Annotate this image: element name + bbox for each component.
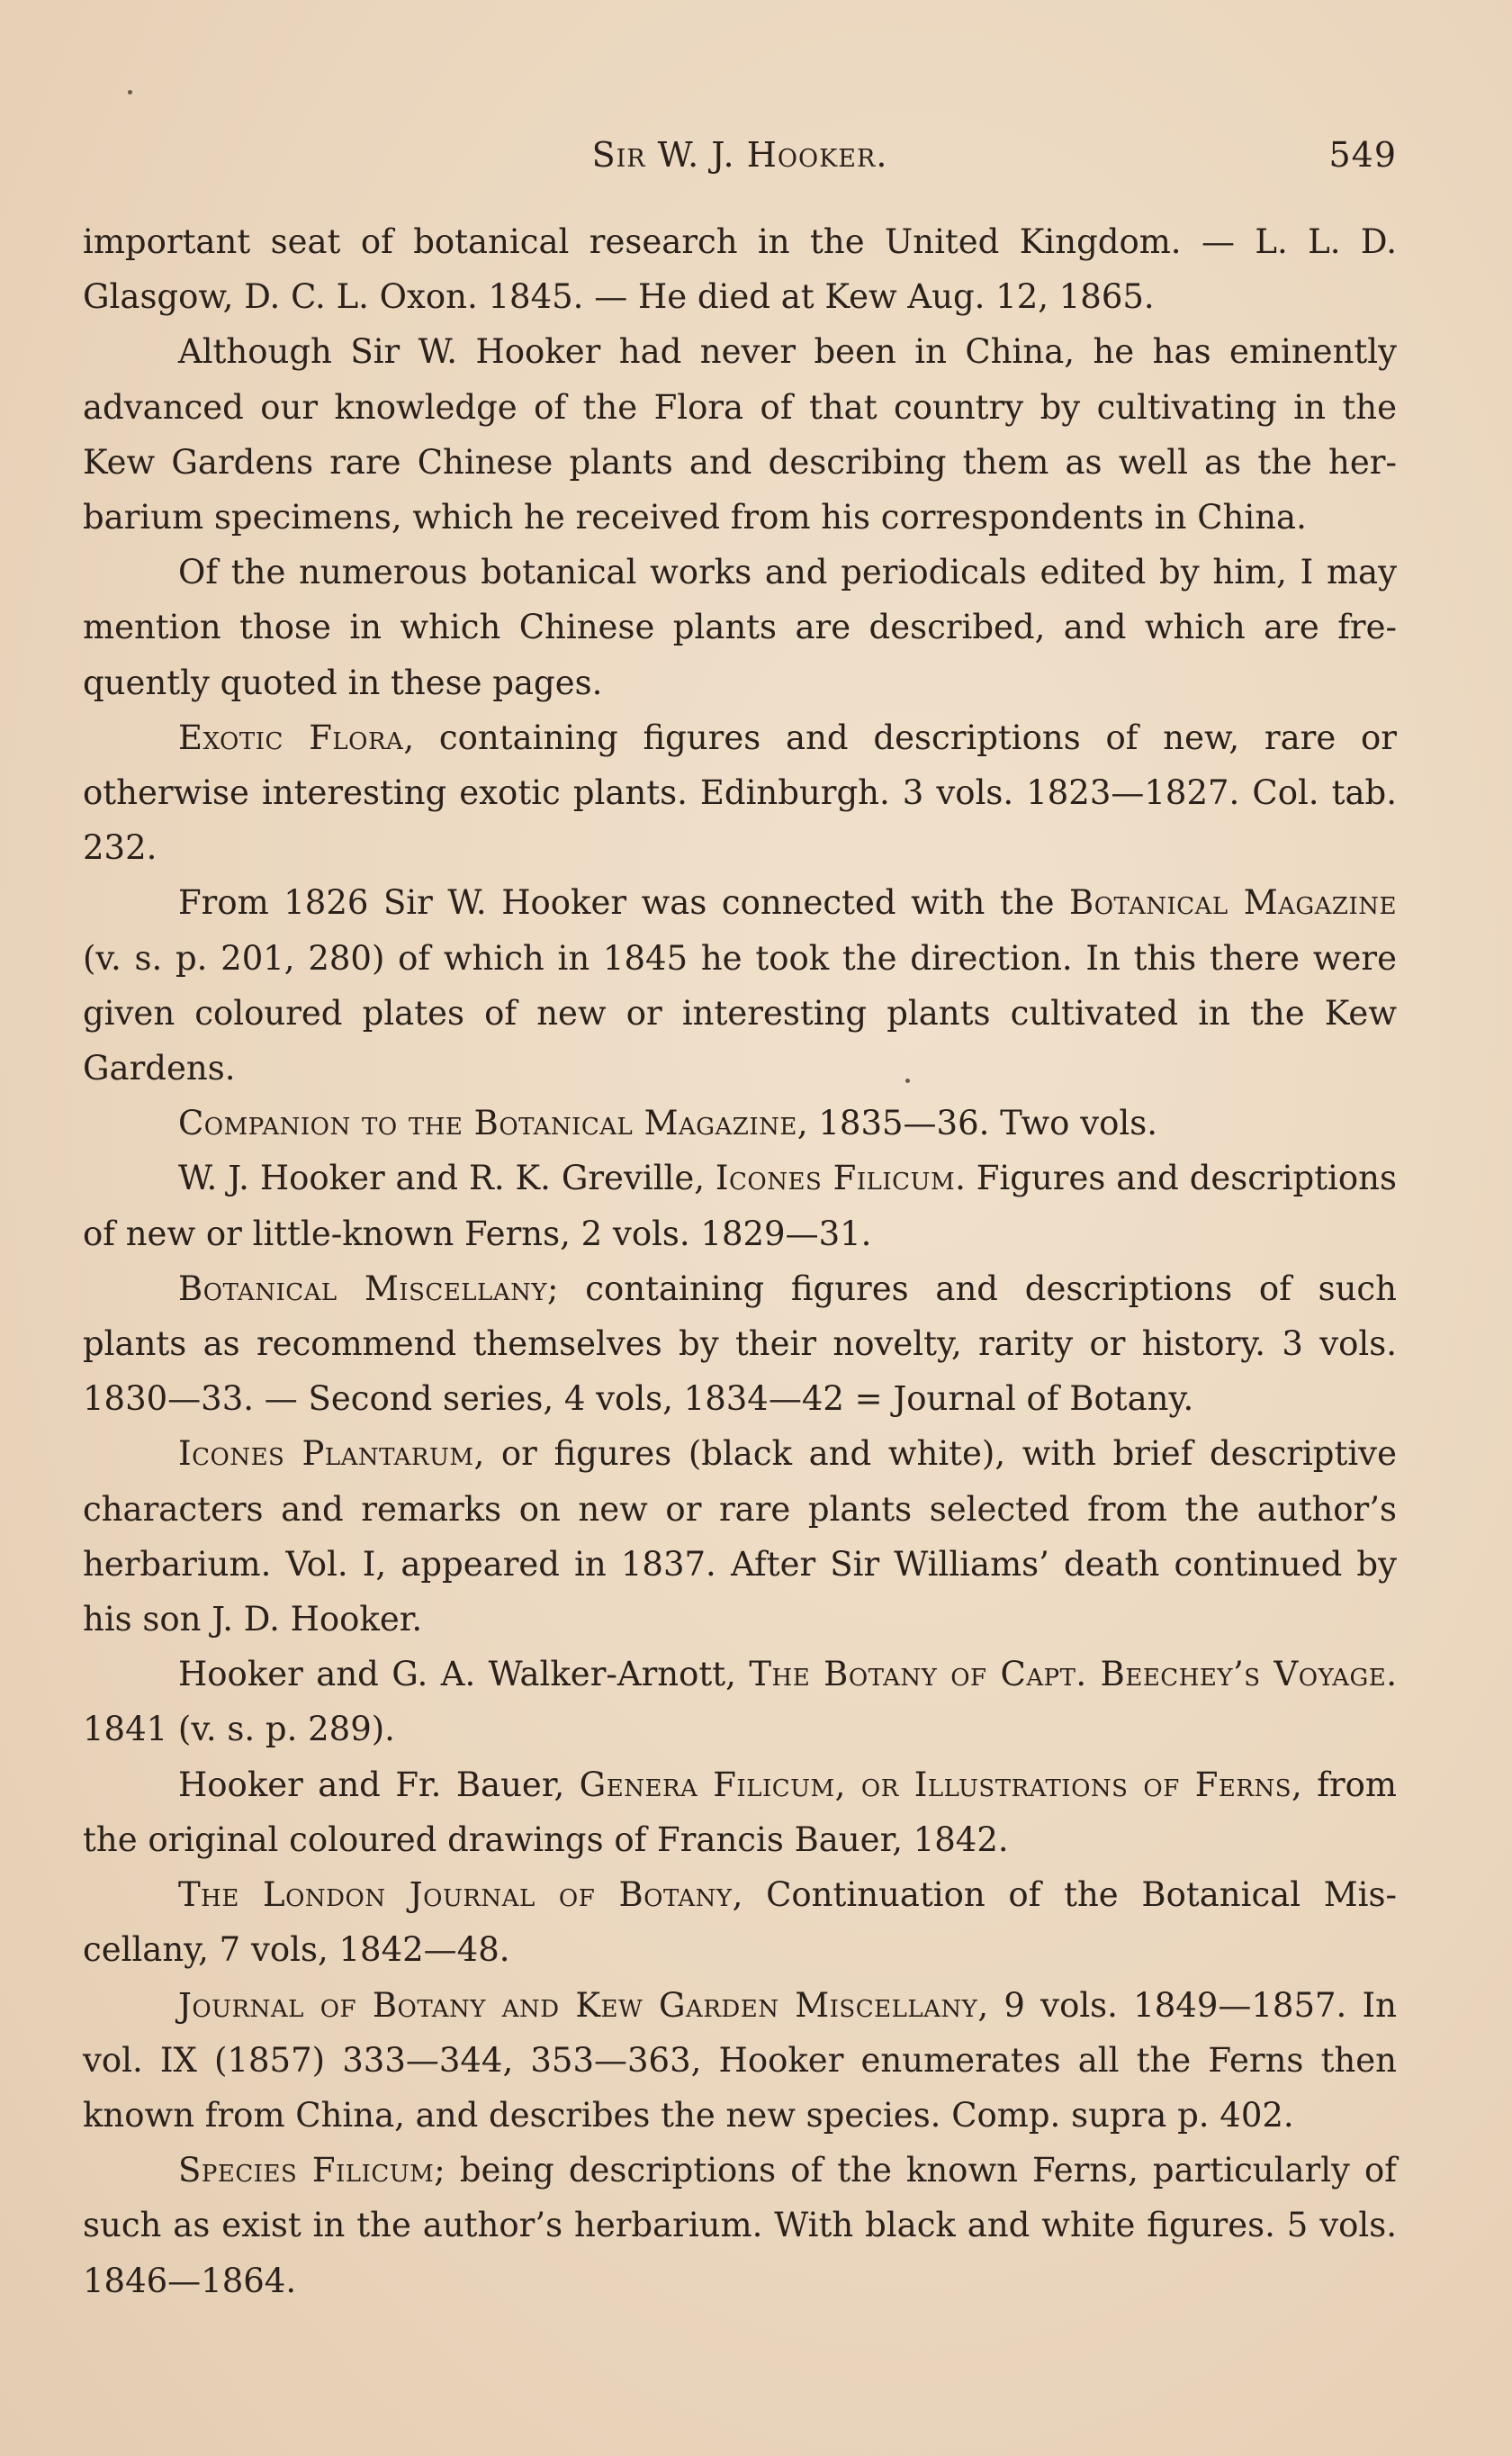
paragraph xyxy=(83,1261,1397,1427)
text-segment: important seat of botanical research in the United Kingdom. — L. L. D. Glasgow, D. C. L. Oxon. 1845. — He died at Kew Aug. 12, 1865. xyxy=(83,222,1397,317)
work-title: Journal of Botany and Kew Garden Miscellany xyxy=(178,1985,978,2025)
text-segment: Of the numerous botanical works and periodicals edited by him, I may mention those in which Chinese plants are described, and which are frequently quoted in these pages. xyxy=(83,553,1397,702)
paragraph xyxy=(83,875,1397,1096)
text-segment: , 9 vols. 1849—1857. In vol. IX (1857) 333—344, 353—363, Hooker enumerates all the Ferns then known from China, and describes the new species. Comp. supra p. 402. xyxy=(83,1985,1398,2135)
paragraph xyxy=(83,545,1397,710)
paragraph xyxy=(83,710,1397,876)
paragraph xyxy=(83,1647,1397,1756)
work-title: Species Filicum xyxy=(178,2151,435,2190)
paragraph xyxy=(83,1151,1397,1260)
paragraph xyxy=(83,1867,1397,1977)
text-segment: Hooker and Fr. Bauer, xyxy=(178,1765,580,1804)
running-head xyxy=(83,135,1397,185)
running-title: Sir W. J. Hooker. xyxy=(591,135,888,175)
paper-speck xyxy=(128,90,132,95)
text-segment: , containing figures and descriptions of new, rare or otherwise interesting exotic plants. Edinburgh. 3 vols. 1823—1827. Col. tab. 232. xyxy=(83,718,1397,868)
text-segment: , from the original coloured drawings of Francis Bauer, 1842. xyxy=(83,1765,1397,1859)
paragraph xyxy=(83,1426,1397,1647)
text-segment: , or figures (black and white), with brief descriptive characters and remarks on new or rare plants selected from the author’s herbarium. Vol. I, appeared in 1837. After Sir Williams’ death continued by his son J. D. Hooker. xyxy=(83,1434,1397,1639)
work-title: Companion to the Botanical Magazine xyxy=(178,1104,797,1143)
paragraph xyxy=(83,2143,1397,2308)
work-title: The London Journal of Botany xyxy=(178,1875,733,1915)
text-segment: . Figures and descriptions of new or little-known Ferns, 2 vols. 1829—31. xyxy=(83,1159,1397,1253)
text-segment: W. J. Hooker and R. K. Greville, xyxy=(178,1159,716,1198)
page-number: 549 xyxy=(1328,135,1397,175)
text-segment: ; containing figures and descriptions of such plants as recommend themselves by their novelty, rarity or history. 3 vols. 1830—33. — Second series, 4 vols, 1834—42 = Journal of Botany. xyxy=(83,1269,1397,1419)
work-title: The Botany of Capt. Beechey’s Voyage xyxy=(749,1655,1387,1694)
work-title: Botanical Miscellany xyxy=(178,1269,548,1308)
paragraph xyxy=(83,1757,1397,1867)
text-segment: Although Sir W. Hooker had never been in China, he has eminently advanced our knowledge of the Flora of that country by cultivating in the Kew Gardens rare Chinese plants and describing them as well as the herbarium specimens, which he received from his correspondents in China. xyxy=(83,332,1397,537)
paragraph xyxy=(83,1978,1397,2144)
paragraph xyxy=(83,214,1397,324)
text-segment: , 1835—36. Two vols. xyxy=(796,1104,1157,1143)
text-segment: ; being descriptions of the known Ferns, particularly of such as exist in the author’s herbarium. With black and white figures. 5 vols. 1846—1864. xyxy=(83,2151,1397,2300)
text-segment: Hooker and G. A. Walker-Arnott, xyxy=(178,1655,750,1694)
paragraph xyxy=(83,1096,1397,1151)
text-segment: (v. s. p. 201, 280) of which in 1845 he took the direction. In this there were given coloured plates of new or interesting plants cultivated in the Kew Gardens. xyxy=(83,938,1397,1088)
body-text xyxy=(83,214,1397,2308)
work-title: Icones Plantarum xyxy=(178,1434,474,1474)
work-title: Exotic Flora xyxy=(178,718,404,757)
paragraph xyxy=(83,324,1397,545)
work-title: Genera Filicum, or Illustrations of Ferns xyxy=(579,1765,1292,1804)
text-segment: , Continuation of the Botanical Miscellany, 7 vols, 1842—48. xyxy=(83,1875,1398,1970)
text-segment: From 1826 Sir W. Hooker was connected with the xyxy=(178,883,1070,923)
text-segment: . 1841 (v. s. p. 289). xyxy=(83,1655,1398,1749)
work-title: Icones Filicum xyxy=(715,1159,956,1198)
work-title: Botanical Magazine xyxy=(1069,883,1397,923)
